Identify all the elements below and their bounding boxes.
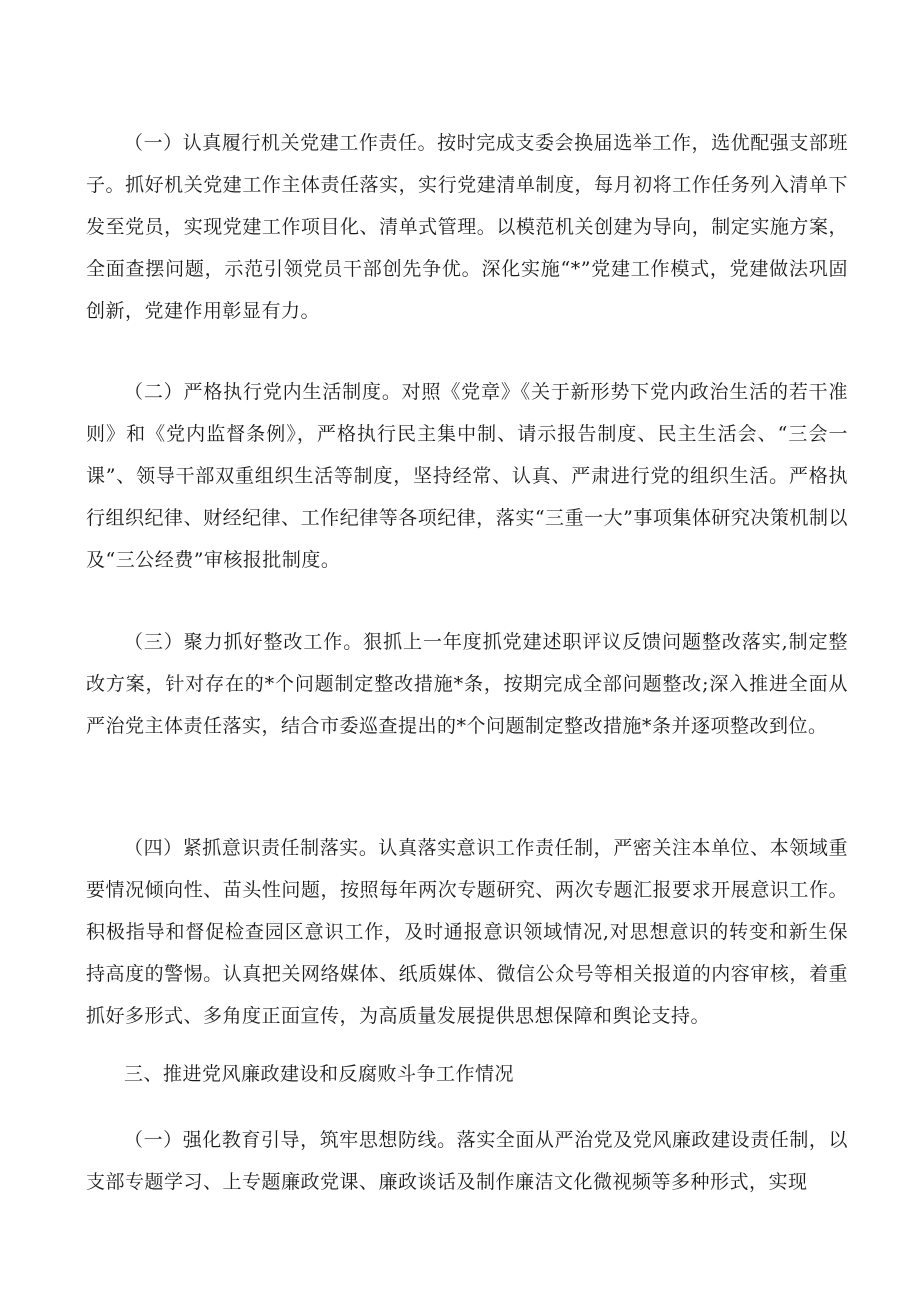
paragraph-education-guidance: （一）强化教育引导，筑牢思想防线。落实全面从严治党及党风廉政建设责任制，以支部专题学习、上专题廉政党课、廉政谈话及制作廉洁文化微视频等多种形式，实现 [86, 1129, 848, 1193]
paragraph-party-life-system: （二）严格执行党内生活制度。对照《党章》《关于新形势下党内政治生活的若干准则》和《党内监督条例》，严格执行民主集中制、请示报告制度、民主生活会、“三会一课”、领导干部双重组织生活等制度，坚持经常、认真、严肃进行党的组织生活。严格执行组织纪律、财经纪律、工作纪律等各项纪律，落实“三重一大”事项集体研究决策机制以及“三公经费”审核报批制度。 [86, 381, 848, 571]
paragraph-party-building-responsibility: （一）认真履行机关党建工作责任。按时完成支委会换届选举工作，选优配强支部班子。抓好机关党建工作主体责任落实，实行党建清单制度，每月初将工作任务列入清单下发至党员，实现党建工作项目化、清单式管理。以模范机关创建为导向，制定实施方案，全面查摆问题，示范引领党员干部创先争优。深化实施“*”党建工作模式，党建做法巩固创新，党建作用彰显有力。 [86, 132, 848, 322]
paragraph-responsibility-system: （四）紧抓意识责任制落实。认真落实意识工作责任制，严密关注本单位、本领域重要情况倾向性、苗头性问题，按照每年两次专题研究、两次专题汇报要求开展意识工作。积极指导和督促检查园区意识工作，及时通报意识领域情况,对思想意识的转变和新生保持高度的警惕。认真把关网络媒体、纸质媒体、微信公众号等相关报道的内容审核，着重抓好多形式、多角度正面宣传，为高质量发展提供思想保障和舆论支持。 [86, 837, 848, 1027]
section-heading: 三、推进党风廉政建设和反腐败斗争工作情况 [124, 1063, 515, 1085]
paragraph-rectification-work: （三）聚力抓好整改工作。狠抓上一年度抓党建述职评议反馈问题整改落实,制定整改方案，针对存在的*个问题制定整改措施*条，按期完成全部问题整改;深入推进全面从严治党主体责任落实，结合市委巡查提出的*个问题制定整改措施*条并逐项整改到位。 [86, 631, 848, 737]
